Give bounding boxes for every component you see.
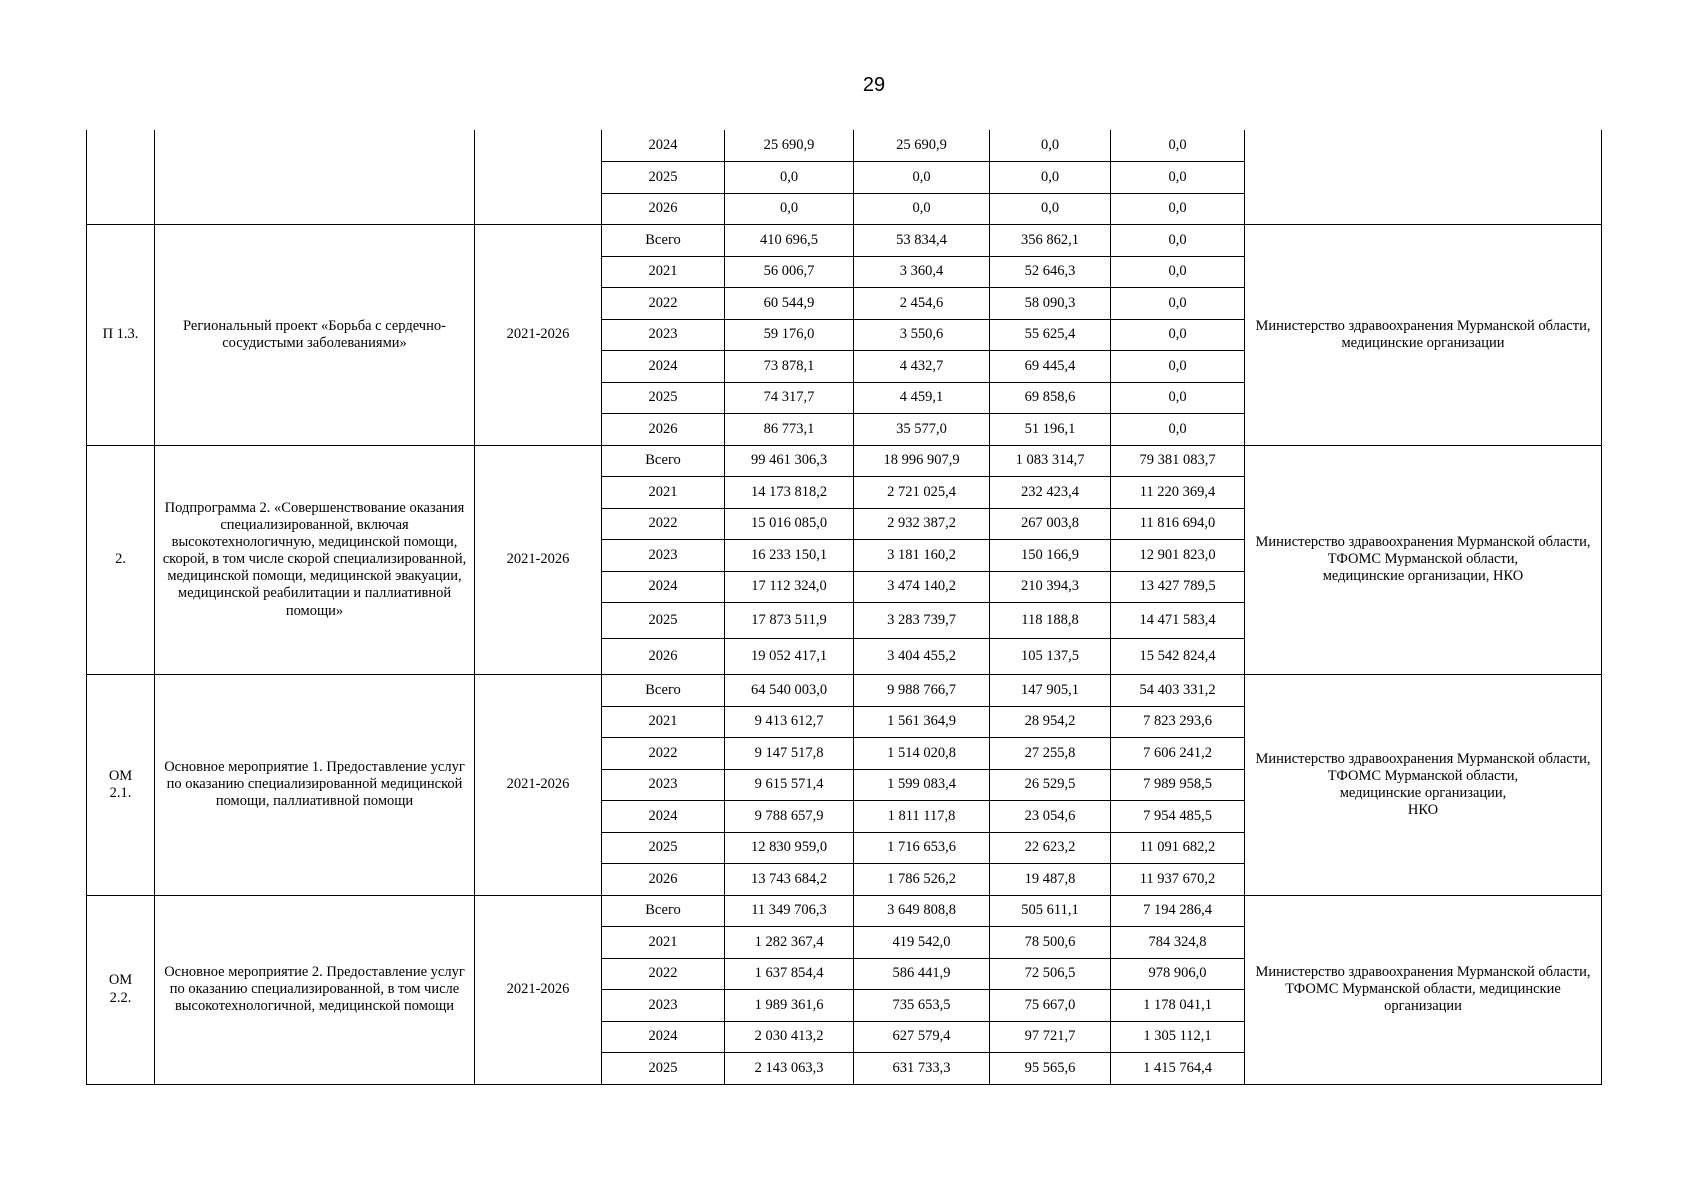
other-cell: 14 471 583,4 — [1111, 603, 1245, 639]
year-cell: 2025 — [602, 162, 725, 194]
other-cell: 7 823 293,6 — [1111, 706, 1245, 738]
other-cell: 1 305 112,1 — [1111, 1021, 1245, 1053]
federal-cell: 53 834,4 — [854, 225, 990, 257]
total-cell: 9 413 612,7 — [725, 706, 854, 738]
federal-cell: 1 786 526,2 — [854, 864, 990, 896]
regional-cell: 22 623,2 — [990, 832, 1111, 864]
item-period — [475, 130, 602, 225]
funding-table — [86, 130, 1602, 1085]
total-cell: 15 016 085,0 — [725, 508, 854, 540]
other-cell: 11 091 682,2 — [1111, 832, 1245, 864]
regional-cell: 78 500,6 — [990, 927, 1111, 959]
total-cell: 2 143 063,3 — [725, 1053, 854, 1085]
other-cell: 13 427 789,5 — [1111, 571, 1245, 603]
total-cell: 25 690,9 — [725, 130, 854, 162]
total-cell: 13 743 684,2 — [725, 864, 854, 896]
item-code: 2. — [87, 445, 155, 675]
federal-cell: 3 283 739,7 — [854, 603, 990, 639]
regional-cell: 267 003,8 — [990, 508, 1111, 540]
other-cell: 7 989 958,5 — [1111, 769, 1245, 801]
regional-cell: 69 858,6 — [990, 382, 1111, 414]
year-cell: Всего — [602, 675, 725, 707]
other-cell: 7 954 485,5 — [1111, 801, 1245, 833]
federal-cell: 735 653,5 — [854, 990, 990, 1022]
federal-cell: 1 716 653,6 — [854, 832, 990, 864]
year-cell: 2022 — [602, 288, 725, 320]
item-executors: Министерство здравоохранения Мурманской области, медицинские организации — [1245, 225, 1602, 446]
table-row — [87, 675, 1602, 707]
other-cell: 11 220 369,4 — [1111, 477, 1245, 509]
regional-cell: 58 090,3 — [990, 288, 1111, 320]
federal-cell: 631 733,3 — [854, 1053, 990, 1085]
regional-cell: 72 506,5 — [990, 958, 1111, 990]
year-cell: 2024 — [602, 1021, 725, 1053]
item-executors: Министерство здравоохранения Мурманской области, ТФОМС Мурманской области, медицинские организации, НКО — [1245, 675, 1602, 896]
year-cell: 2021 — [602, 927, 725, 959]
total-cell: 86 773,1 — [725, 414, 854, 446]
item-name: Основное мероприятие 1. Предоставление услуг по оказанию специализированной медицинской помощи, паллиативной помощи — [155, 675, 475, 896]
federal-cell: 1 811 117,8 — [854, 801, 990, 833]
other-cell: 784 324,8 — [1111, 927, 1245, 959]
year-cell: 2023 — [602, 769, 725, 801]
regional-cell: 75 667,0 — [990, 990, 1111, 1022]
total-cell: 9 147 517,8 — [725, 738, 854, 770]
federal-cell: 3 181 160,2 — [854, 540, 990, 572]
item-period: 2021-2026 — [475, 225, 602, 446]
other-cell: 0,0 — [1111, 256, 1245, 288]
total-cell: 9 615 571,4 — [725, 769, 854, 801]
federal-cell: 25 690,9 — [854, 130, 990, 162]
regional-cell: 19 487,8 — [990, 864, 1111, 896]
other-cell: 15 542 824,4 — [1111, 639, 1245, 675]
regional-cell: 150 166,9 — [990, 540, 1111, 572]
total-cell: 19 052 417,1 — [725, 639, 854, 675]
year-cell: 2022 — [602, 508, 725, 540]
regional-cell: 69 445,4 — [990, 351, 1111, 383]
year-cell: 2025 — [602, 832, 725, 864]
item-name — [155, 130, 475, 225]
other-cell: 7 194 286,4 — [1111, 895, 1245, 927]
regional-cell: 95 565,6 — [990, 1053, 1111, 1085]
total-cell: 1 989 361,6 — [725, 990, 854, 1022]
item-executors: Министерство здравоохранения Мурманской области, ТФОМС Мурманской области, медицинские организации, НКО — [1245, 445, 1602, 675]
regional-cell: 26 529,5 — [990, 769, 1111, 801]
item-code: ОМ 2.2. — [87, 895, 155, 1084]
other-cell: 0,0 — [1111, 319, 1245, 351]
total-cell: 9 788 657,9 — [725, 801, 854, 833]
table-body — [87, 130, 1602, 1084]
federal-cell: 1 599 083,4 — [854, 769, 990, 801]
regional-cell: 97 721,7 — [990, 1021, 1111, 1053]
year-cell: 2026 — [602, 414, 725, 446]
other-cell: 0,0 — [1111, 414, 1245, 446]
other-cell: 0,0 — [1111, 193, 1245, 225]
item-executors — [1245, 130, 1602, 225]
other-cell: 54 403 331,2 — [1111, 675, 1245, 707]
regional-cell: 0,0 — [990, 193, 1111, 225]
total-cell: 14 173 818,2 — [725, 477, 854, 509]
table-row — [87, 445, 1602, 477]
year-cell: 2022 — [602, 738, 725, 770]
year-cell: Всего — [602, 225, 725, 257]
regional-cell: 105 137,5 — [990, 639, 1111, 675]
table-row — [87, 225, 1602, 257]
other-cell: 0,0 — [1111, 130, 1245, 162]
federal-cell: 4 459,1 — [854, 382, 990, 414]
total-cell: 73 878,1 — [725, 351, 854, 383]
regional-cell: 28 954,2 — [990, 706, 1111, 738]
regional-cell: 505 611,1 — [990, 895, 1111, 927]
year-cell: 2025 — [602, 1053, 725, 1085]
year-cell: 2026 — [602, 639, 725, 675]
regional-cell: 147 905,1 — [990, 675, 1111, 707]
item-period: 2021-2026 — [475, 895, 602, 1084]
year-cell: 2025 — [602, 382, 725, 414]
total-cell: 16 233 150,1 — [725, 540, 854, 572]
total-cell: 2 030 413,2 — [725, 1021, 854, 1053]
year-cell: 2026 — [602, 193, 725, 225]
regional-cell: 52 646,3 — [990, 256, 1111, 288]
other-cell: 11 816 694,0 — [1111, 508, 1245, 540]
federal-cell: 35 577,0 — [854, 414, 990, 446]
year-cell: Всего — [602, 445, 725, 477]
item-code — [87, 130, 155, 225]
total-cell: 17 873 511,9 — [725, 603, 854, 639]
item-period: 2021-2026 — [475, 445, 602, 675]
other-cell: 0,0 — [1111, 351, 1245, 383]
regional-cell: 356 862,1 — [990, 225, 1111, 257]
federal-cell: 0,0 — [854, 193, 990, 225]
year-cell: 2023 — [602, 990, 725, 1022]
regional-cell: 118 188,8 — [990, 603, 1111, 639]
total-cell: 11 349 706,3 — [725, 895, 854, 927]
federal-cell: 2 932 387,2 — [854, 508, 990, 540]
total-cell: 74 317,7 — [725, 382, 854, 414]
other-cell: 0,0 — [1111, 288, 1245, 320]
regional-cell: 0,0 — [990, 130, 1111, 162]
federal-cell: 3 474 140,2 — [854, 571, 990, 603]
year-cell: 2026 — [602, 864, 725, 896]
year-cell: 2024 — [602, 130, 725, 162]
table-row — [87, 895, 1602, 927]
year-cell: 2024 — [602, 571, 725, 603]
other-cell: 1 178 041,1 — [1111, 990, 1245, 1022]
federal-cell: 0,0 — [854, 162, 990, 194]
other-cell: 0,0 — [1111, 382, 1245, 414]
regional-cell: 210 394,3 — [990, 571, 1111, 603]
federal-cell: 419 542,0 — [854, 927, 990, 959]
total-cell: 99 461 306,3 — [725, 445, 854, 477]
federal-cell: 1 514 020,8 — [854, 738, 990, 770]
year-cell: Всего — [602, 895, 725, 927]
year-cell: 2023 — [602, 319, 725, 351]
total-cell: 410 696,5 — [725, 225, 854, 257]
regional-cell: 1 083 314,7 — [990, 445, 1111, 477]
federal-cell: 3 550,6 — [854, 319, 990, 351]
total-cell: 59 176,0 — [725, 319, 854, 351]
year-cell: 2023 — [602, 540, 725, 572]
regional-cell: 27 255,8 — [990, 738, 1111, 770]
other-cell: 79 381 083,7 — [1111, 445, 1245, 477]
year-cell: 2025 — [602, 603, 725, 639]
other-cell: 11 937 670,2 — [1111, 864, 1245, 896]
federal-cell: 1 561 364,9 — [854, 706, 990, 738]
item-name: Региональный проект «Борьба с сердечно-сосудистыми заболеваниями» — [155, 225, 475, 446]
total-cell: 64 540 003,0 — [725, 675, 854, 707]
item-name: Подпрограмма 2. «Совершенствование оказания специализированной, включая высокотехнологичную, медицинской помощи, скорой, в том числе скорой специализированной, медицинской помощи, медицинской эвакуации, медицинской реабилитации и паллиативной помощи» — [155, 445, 475, 675]
other-cell: 12 901 823,0 — [1111, 540, 1245, 572]
item-period: 2021-2026 — [475, 675, 602, 896]
federal-cell: 3 649 808,8 — [854, 895, 990, 927]
year-cell: 2021 — [602, 256, 725, 288]
total-cell: 0,0 — [725, 162, 854, 194]
other-cell: 0,0 — [1111, 225, 1245, 257]
total-cell: 12 830 959,0 — [725, 832, 854, 864]
regional-cell: 55 625,4 — [990, 319, 1111, 351]
federal-cell: 2 454,6 — [854, 288, 990, 320]
other-cell: 7 606 241,2 — [1111, 738, 1245, 770]
year-cell: 2022 — [602, 958, 725, 990]
item-code: П 1.3. — [87, 225, 155, 446]
year-cell: 2024 — [602, 801, 725, 833]
page-number: 29 — [862, 74, 886, 96]
total-cell: 60 544,9 — [725, 288, 854, 320]
regional-cell: 0,0 — [990, 162, 1111, 194]
federal-cell: 627 579,4 — [854, 1021, 990, 1053]
item-code: ОМ 2.1. — [87, 675, 155, 896]
federal-cell: 18 996 907,9 — [854, 445, 990, 477]
total-cell: 56 006,7 — [725, 256, 854, 288]
item-executors: Министерство здравоохранения Мурманской области, ТФОМС Мурманской области, медицинские организации — [1245, 895, 1602, 1084]
federal-cell: 586 441,9 — [854, 958, 990, 990]
year-cell: 2024 — [602, 351, 725, 383]
total-cell: 17 112 324,0 — [725, 571, 854, 603]
federal-cell: 9 988 766,7 — [854, 675, 990, 707]
other-cell: 978 906,0 — [1111, 958, 1245, 990]
other-cell: 1 415 764,4 — [1111, 1053, 1245, 1085]
item-name: Основное мероприятие 2. Предоставление услуг по оказанию специализированной, в том числе высокотехнологичной, медицинской помощи — [155, 895, 475, 1084]
federal-cell: 2 721 025,4 — [854, 477, 990, 509]
federal-cell: 4 432,7 — [854, 351, 990, 383]
total-cell: 1 282 367,4 — [725, 927, 854, 959]
regional-cell: 51 196,1 — [990, 414, 1111, 446]
table-row — [87, 130, 1602, 162]
federal-cell: 3 360,4 — [854, 256, 990, 288]
total-cell: 1 637 854,4 — [725, 958, 854, 990]
federal-cell: 3 404 455,2 — [854, 639, 990, 675]
year-cell: 2021 — [602, 706, 725, 738]
regional-cell: 232 423,4 — [990, 477, 1111, 509]
other-cell: 0,0 — [1111, 162, 1245, 194]
year-cell: 2021 — [602, 477, 725, 509]
total-cell: 0,0 — [725, 193, 854, 225]
regional-cell: 23 054,6 — [990, 801, 1111, 833]
